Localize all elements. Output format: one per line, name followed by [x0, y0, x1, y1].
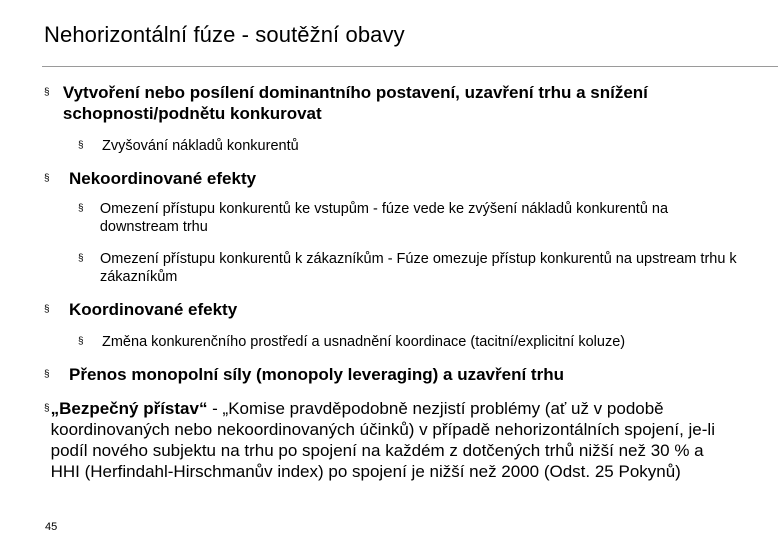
bullet-icon: §	[44, 87, 50, 98]
bullet-text: Nekoordinované efekty	[69, 169, 257, 188]
safe-harbour-text: - „Komise pravděpodobně nezjistí problémy (ať už v podobě koordinovaných nebo nekoordinovaných účinků) v případě nehorizontálních spojení, je-li podíl nového subjektu na trhu po spojení na každém z dotčených trhů nižší než 30 % a HHI (Herfindahl-Hirschmanův index) po spojení je nižší než 2000 (Odst. 25 Pokynů)	[50, 399, 715, 481]
bullet-icon: §	[78, 140, 84, 151]
slide-title: Nehorizontální fúze - soutěžní obavy	[44, 22, 405, 47]
sub-bullet-item-coordination	[78, 333, 768, 351]
bullet-text: Omezení přístupu konkurentů ke vstupům - fúze vede ke zvýšení nákladů konkurentů na downstream trhu	[99, 201, 669, 235]
bullet-item-monopoly-leveraging	[44, 364, 744, 385]
bullet-icon: §	[78, 253, 84, 264]
bullet-text: Zvyšování nákladů konkurentů	[102, 138, 299, 154]
sub-bullet-item-customer-foreclosure	[78, 250, 758, 286]
sub-bullet-item-input-foreclosure	[78, 200, 718, 236]
bullet-icon: §	[44, 304, 50, 315]
bullet-icon: §	[78, 203, 84, 214]
bullet-icon: §	[78, 336, 84, 347]
title-divider	[42, 66, 778, 67]
bullet-item-coordinated-effects	[44, 299, 744, 320]
bullet-icon: §	[44, 369, 50, 380]
bullet-text: Vytvoření nebo posílení dominantního postavení, uzavření trhu a snížení schopnosti/podnětu konkurovat	[62, 83, 648, 123]
safe-harbour-label: „Bezpečný přístav“	[50, 399, 208, 418]
bullet-text: Omezení přístupu konkurentů k zákazníkům - Fúze omezuje přístup konkurentů na upstream trhu k zákazníkům	[99, 251, 737, 285]
bullet-icon: §	[44, 173, 50, 184]
bullet-item-noncoordinated-effects	[44, 168, 744, 189]
bullet-text: Změna konkurenčního prostředí a usnadnění koordinace (tacitní/explicitní koluze)	[102, 334, 626, 350]
bullet-item-safe-harbour	[44, 398, 732, 482]
sub-bullet-item-raising-costs	[78, 137, 758, 155]
bullet-text: Přenos monopolní síly (monopoly leveraging) a uzavření trhu	[69, 365, 564, 384]
bullet-icon: §	[44, 403, 50, 414]
bullet-text	[51, 398, 732, 482]
bullet-text: Koordinované efekty	[69, 300, 238, 319]
bullet-item-dominant-position	[44, 82, 704, 124]
page-number: 45	[45, 521, 58, 533]
